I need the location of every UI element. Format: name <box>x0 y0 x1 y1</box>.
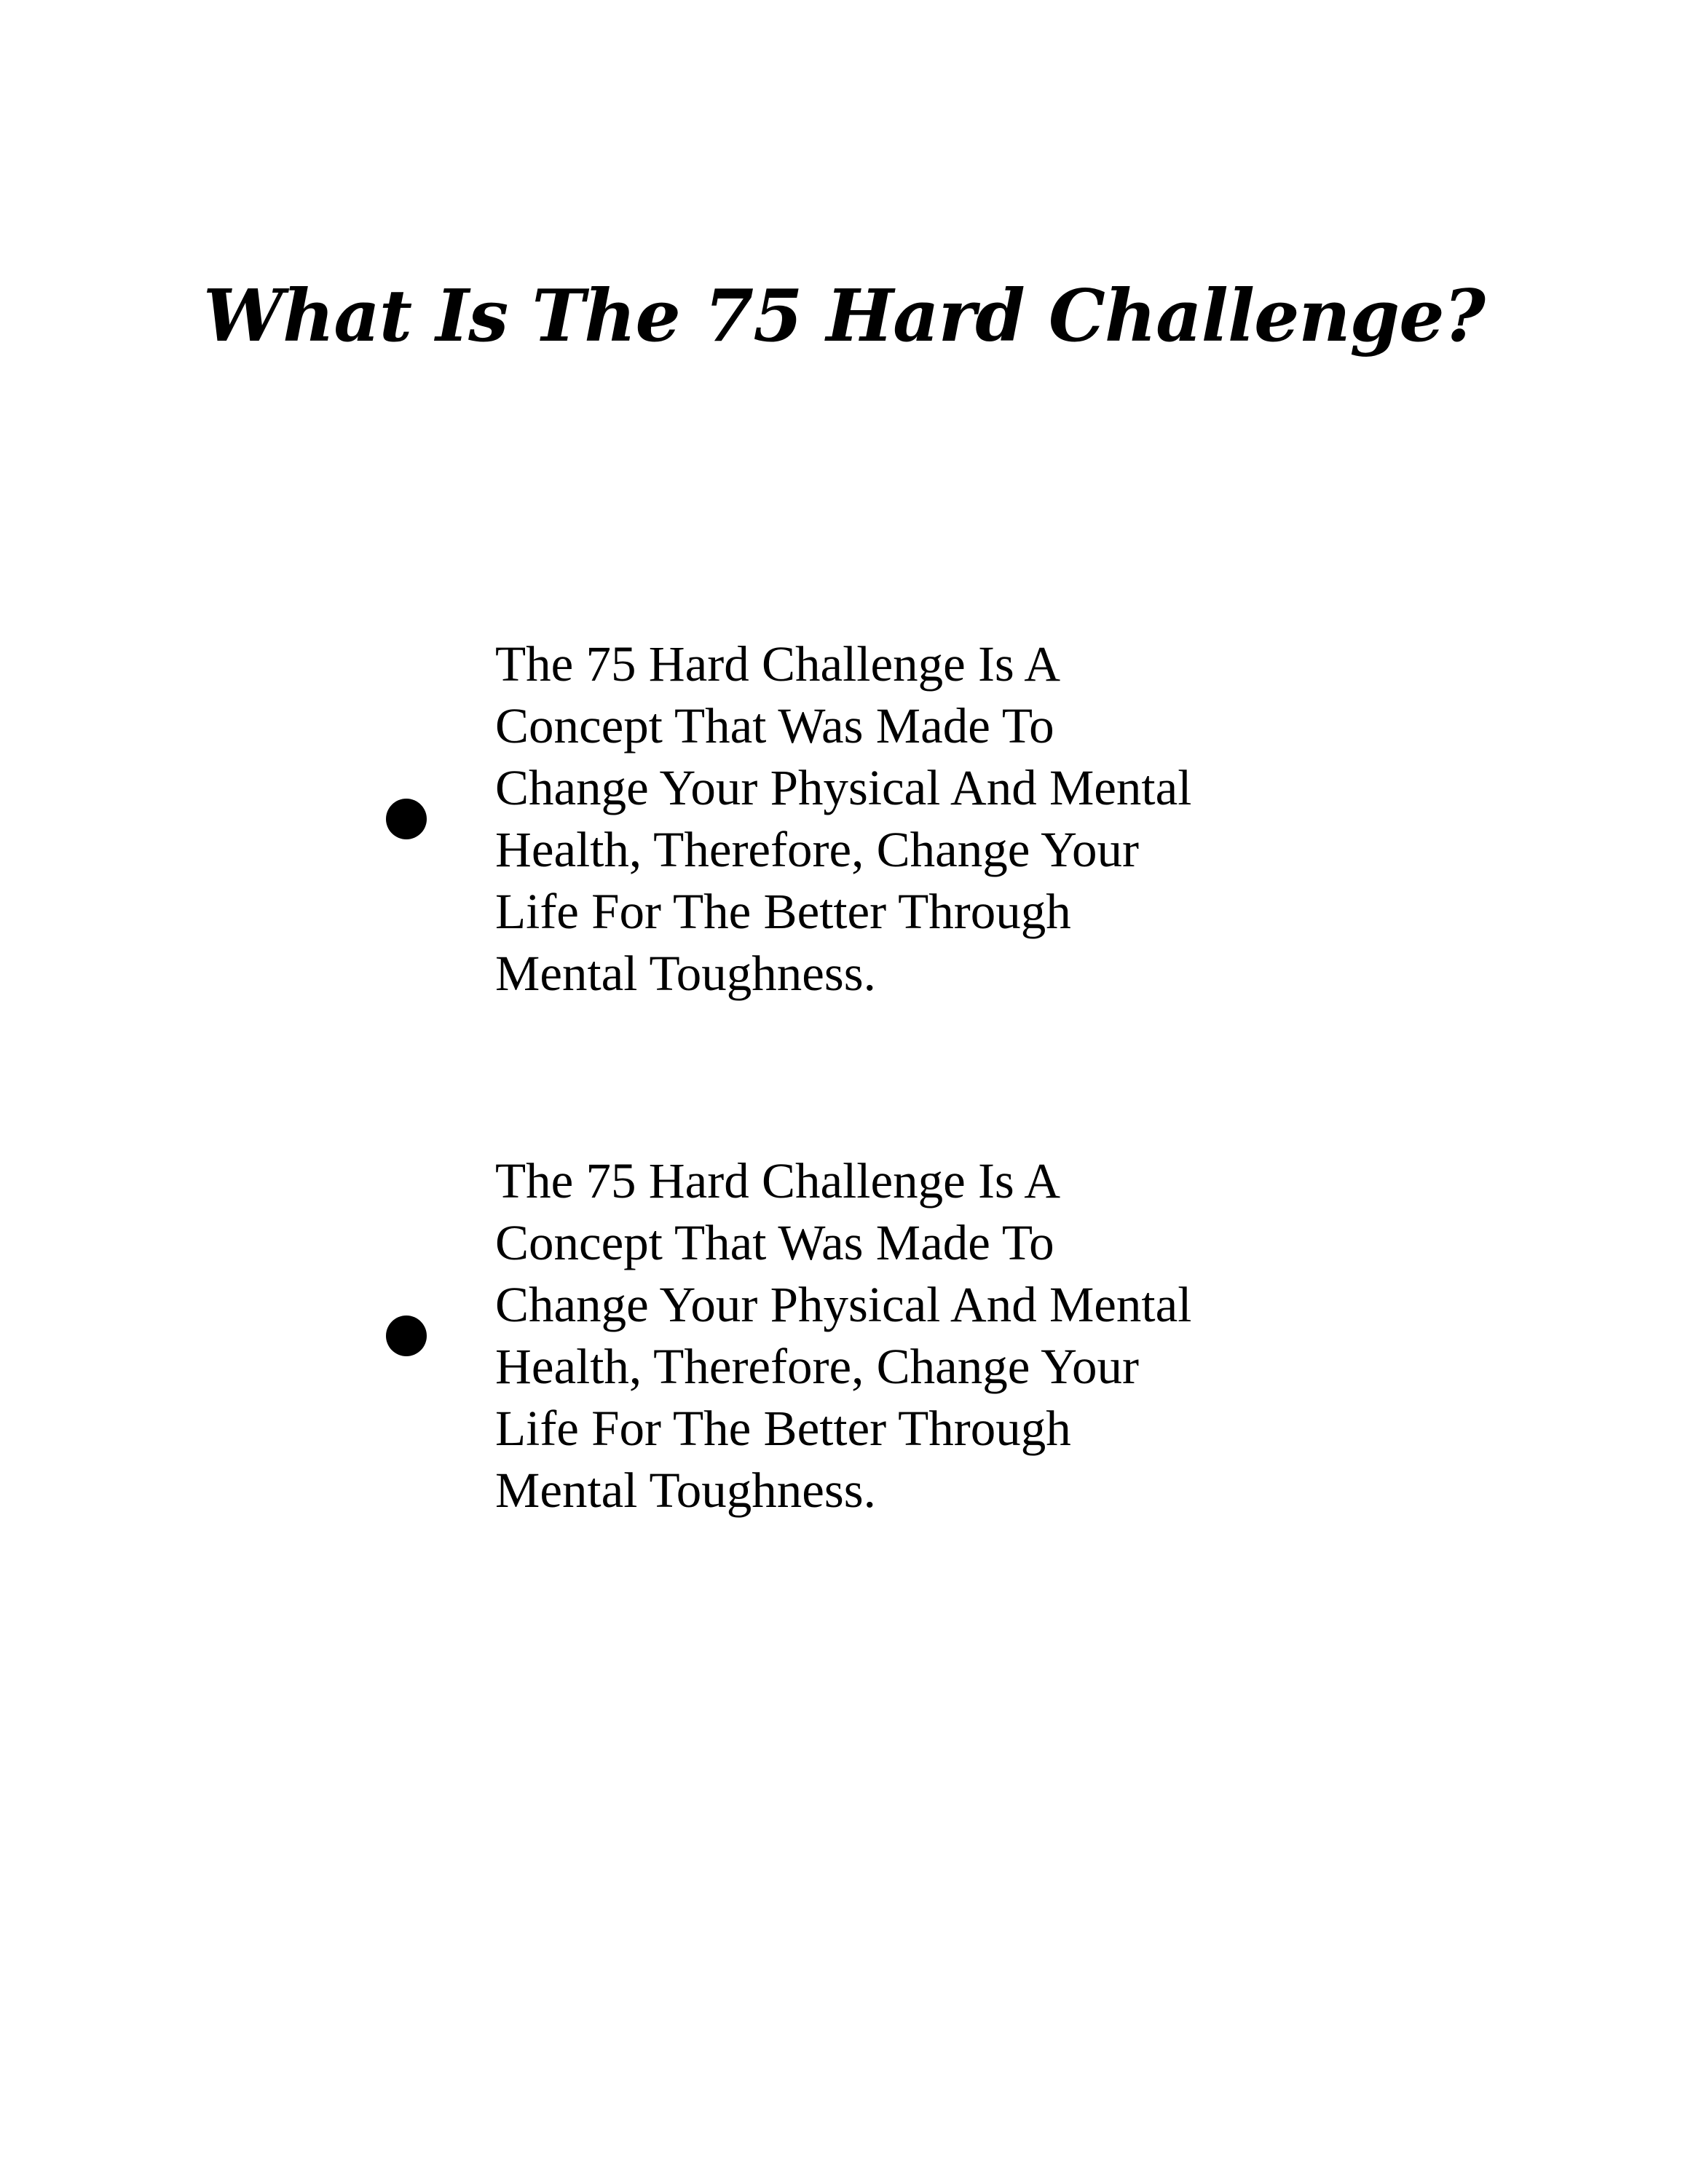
bullet-dot-icon <box>386 799 427 839</box>
bullet-dot-icon <box>386 1315 427 1356</box>
text-line: Mental Toughness. <box>495 1463 876 1518</box>
text-line: Health, Therefore, Change Your <box>495 822 1139 877</box>
text-line: The 75 Hard Challenge Is A <box>495 636 1061 692</box>
text-line: Change Your Physical And Mental <box>495 1277 1192 1332</box>
text-line: Change Your Physical And Mental <box>495 760 1192 815</box>
bullet-item <box>386 1150 1304 1529</box>
text-line: Life For The Better Through <box>495 1401 1071 1456</box>
bullet-item <box>386 633 1304 1012</box>
text-line: Health, Therefore, Change Your <box>495 1339 1139 1394</box>
page-title: What Is The 75 Hard Challenge? <box>203 274 1485 358</box>
bullet-item-text <box>495 1150 1296 1522</box>
text-line: Concept That Was Made To <box>495 1215 1054 1270</box>
bullet-item-text <box>495 633 1296 1005</box>
text-line: Concept That Was Made To <box>495 698 1054 753</box>
text-line: The 75 Hard Challenge Is A <box>495 1153 1061 1208</box>
text-line: Mental Toughness. <box>495 946 876 1001</box>
text-line: Life For The Better Through <box>495 884 1071 939</box>
